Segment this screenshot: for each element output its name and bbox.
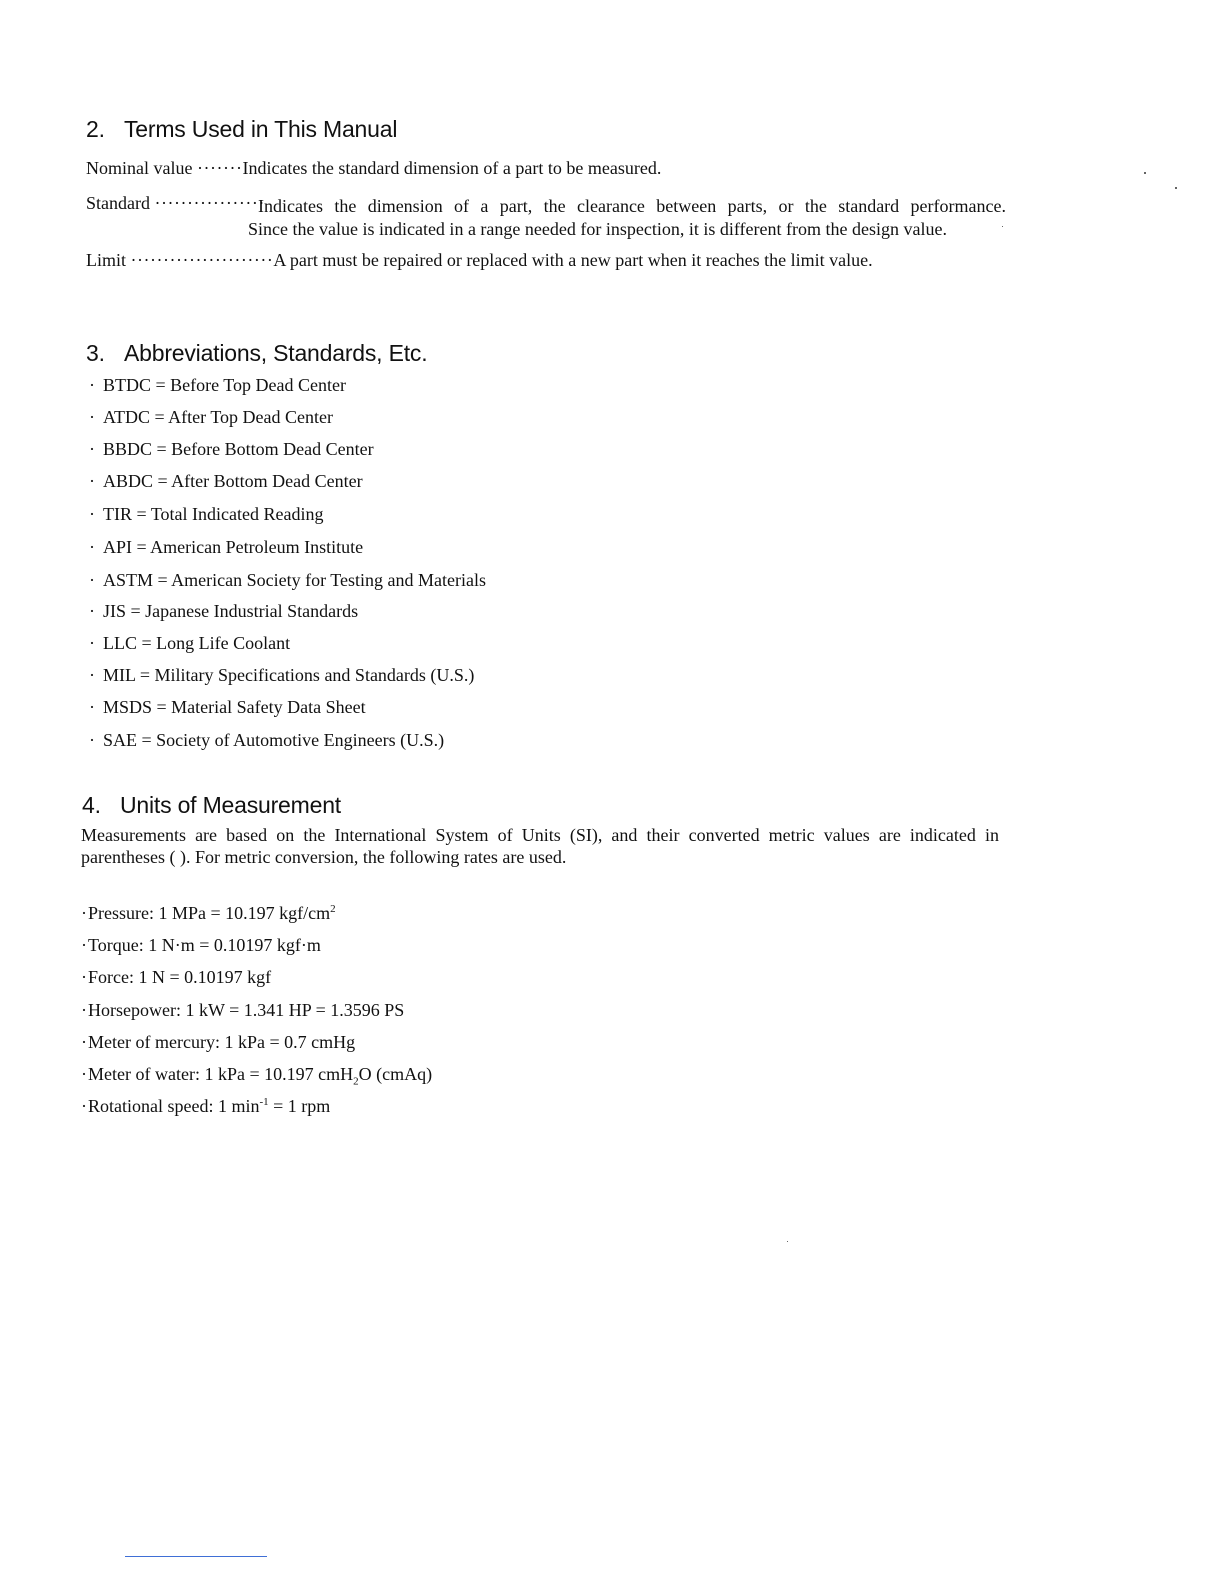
bullet: · (89, 407, 95, 427)
units-intro-line2: parentheses ( ). For metric conversion, the following rates are used. (81, 847, 567, 867)
units-section-title (82, 792, 341, 819)
term-nominal-value (86, 158, 661, 179)
term-label: Standard (86, 193, 150, 213)
abbreviation-item: · LLC = Long Life Coolant (86, 633, 290, 654)
term-limit (86, 250, 873, 271)
section-title-text: Terms Used in This Manual (124, 116, 398, 142)
section-title-text: Abbreviations, Standards, Etc. (124, 340, 428, 366)
units-intro-line1: Measurements are based on the International System of Units (SI), and their converted metric values are indicated in (81, 825, 999, 845)
term-label: Limit (86, 250, 126, 270)
bullet: · (89, 601, 95, 621)
term-definition: A part must be repaired or replaced with a new part when it reaches the limit value. (273, 250, 873, 270)
section-number: 4. (82, 792, 101, 818)
bullet: · (89, 633, 95, 653)
bullet: · (89, 697, 95, 717)
abbreviation-item: · ASTM = American Society for Testing and Materials (86, 570, 486, 591)
scan-speck (1175, 187, 1177, 189)
bullet: · (89, 570, 95, 590)
term-standard-definition-line2: Since the value is indicated in a range needed for inspection, it is different from the design value. (248, 219, 947, 239)
leader-dots: ······················ (130, 250, 274, 270)
abbreviation-item: · JIS = Japanese Industrial Standards (86, 601, 358, 622)
bullet: · (81, 1064, 87, 1084)
abbreviation-item: · ABDC = After Bottom Dead Center (86, 471, 363, 492)
abbreviation-item: · API = American Petroleum Institute (86, 537, 363, 558)
term-definition: Indicates the standard dimension of a part to be measured. (242, 158, 662, 178)
footer-rule (125, 1556, 267, 1557)
bullet: · (81, 1096, 87, 1116)
unit-rotational-speed: ·Rotational speed: 1 $\min^{-1} = 1$ rpm (81, 1096, 331, 1116)
section-title-text: Units of Measurement (120, 792, 341, 818)
bullet: · (89, 504, 95, 524)
bullet: · (81, 1000, 87, 1020)
scan-speck (787, 1241, 788, 1242)
abbreviation-item: · BBDC = Before Bottom Dead Center (86, 439, 374, 460)
unit-meter-of-mercury: ·Meter of mercury: 1 kPa = 0.7 cmHg (81, 1032, 356, 1052)
bullet: · (81, 903, 87, 923)
unit-horsepower: ·Horsepower: 1 kW = 1.341 HP = 1.3596 PS (81, 1000, 405, 1020)
leader-dots: ······· (196, 158, 243, 178)
bullet: · (89, 730, 95, 750)
scan-speck (1144, 172, 1146, 174)
unit-force: ·Force: 1 N = 0.10197 kgf (81, 967, 272, 987)
bullet: · (81, 1032, 87, 1052)
bullet: · (89, 537, 95, 557)
abbreviation-item: · TIR = Total Indicated Reading (86, 504, 324, 525)
bullet: · (89, 665, 95, 685)
terms-section-title (86, 116, 397, 143)
bullet: · (81, 935, 87, 955)
unit-meter-of-water: ·Meter of water: 1 kPa = 10.197 cmH$_2$O (cmAq) (81, 1064, 433, 1088)
term-label: Nominal value (86, 158, 193, 178)
unit-torque: ·Torque: 1 N·m = 0.10197 kgf·m (81, 935, 321, 955)
abbreviation-item: · ATDC = After Top Dead Center (86, 407, 333, 428)
section-number: 2. (86, 116, 105, 142)
scan-speck (1002, 226, 1003, 227)
abbreviation-item: · MSDS = Material Safety Data Sheet (86, 697, 366, 718)
abbreviation-item: · BTDC = Before Top Dead Center (86, 375, 346, 396)
unit-pressure: ·Pressure: 1 MPa = 10.197 kgf/$cm^2$ (81, 903, 336, 923)
section-number: 3. (86, 340, 105, 366)
bullet: · (89, 471, 95, 491)
abbreviations-section-title (86, 340, 427, 367)
leader-dots: ················· (154, 193, 265, 213)
bullet: · (81, 967, 87, 987)
bullet: · (89, 375, 95, 395)
term-standard-definition-line1: Indicates the dimension of a part, the clearance between parts, or the standard performance. (258, 196, 1006, 216)
abbreviation-item: · MIL = Military Specifications and Standards (U.S.) (86, 665, 474, 686)
bullet: · (89, 439, 95, 459)
abbreviation-item: · SAE = Society of Automotive Engineers (U.S.) (86, 730, 444, 751)
term-standard (86, 193, 265, 214)
